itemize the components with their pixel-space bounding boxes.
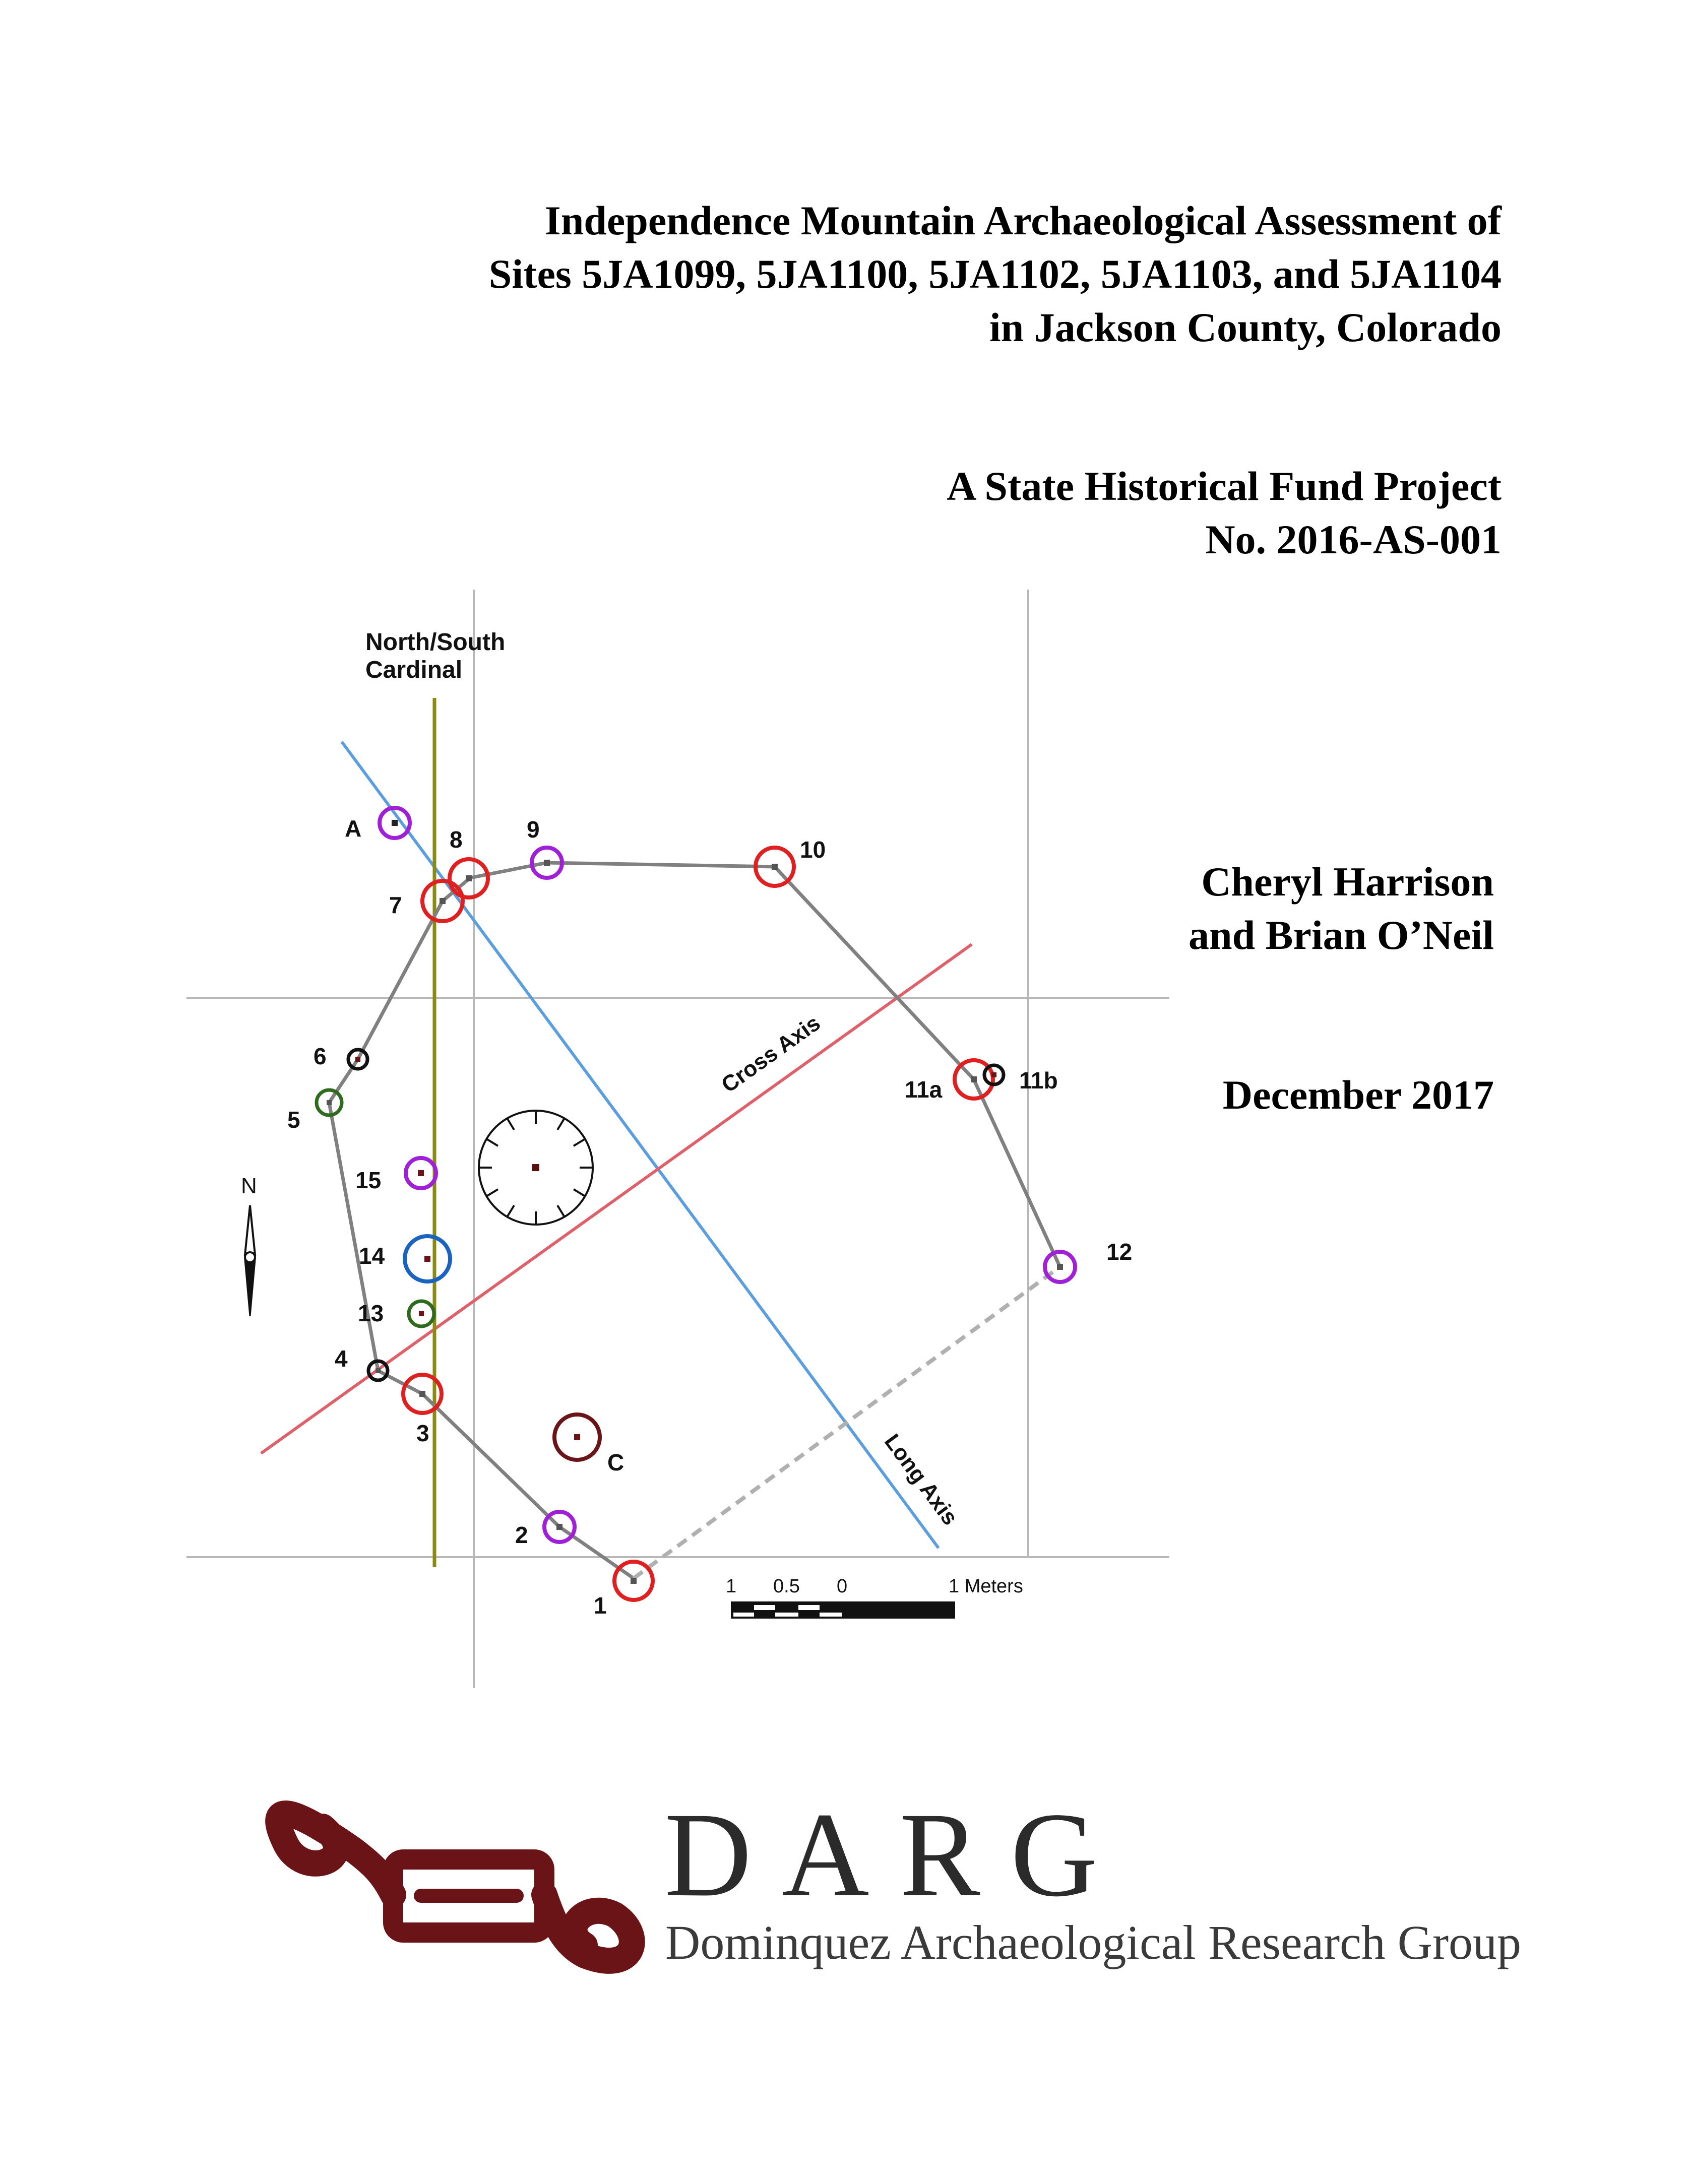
point-label-11b: 11b [1019, 1067, 1058, 1094]
point-label-5: 5 [287, 1107, 300, 1133]
project-line-1: A State Historical Fund Project [947, 463, 1502, 509]
central-depression [479, 1111, 593, 1225]
cardinal-label-line-2: Cardinal [365, 657, 463, 683]
marker-2 [544, 1512, 575, 1542]
project-line-2: No. 2016-AS-001 [1205, 517, 1502, 562]
north-arrow-upper [245, 1205, 255, 1255]
scale-bar-seg-4 [775, 1613, 798, 1617]
point-label-4: 4 [335, 1345, 348, 1372]
point-label-6: 6 [314, 1043, 327, 1069]
title-line-3: in Jackson County, Colorado [989, 304, 1502, 350]
long-axis-label: Long Axis [879, 1429, 963, 1530]
point-label-C: C [607, 1449, 624, 1475]
author-line-1: Cheryl Harrison [1201, 859, 1494, 905]
point-label-12: 12 [1106, 1239, 1133, 1265]
scale-tick-1-meters: 1 Meters [949, 1576, 1023, 1597]
scale-tick-1: 1 [726, 1576, 737, 1597]
scale-bar-seg-2 [798, 1605, 820, 1610]
marker-15 [406, 1158, 436, 1188]
scale-tick-0-5: 0.5 [773, 1576, 800, 1597]
marker-13 [409, 1301, 434, 1326]
logo-subtitle: Dominquez Archaeological Research Group [665, 1915, 1522, 1969]
darg-logo-mark [278, 1814, 632, 1961]
point-label-8: 8 [450, 826, 463, 853]
marker-6 [348, 1050, 367, 1069]
marker-1 [614, 1562, 653, 1600]
marker-7 [422, 881, 463, 921]
cardinal-label-line-1: North/South [365, 629, 506, 656]
logo-name: DARG [664, 1787, 1129, 1921]
scale-bar-seg-3 [733, 1613, 754, 1617]
north-arrow-pivot [245, 1252, 255, 1262]
scale-tick-0: 0 [837, 1576, 848, 1597]
scale-bar-seg-1 [754, 1605, 775, 1610]
marker-12 [1045, 1252, 1075, 1282]
title-line-2: Sites 5JA1099, 5JA1100, 5JA1102, 5JA1103, and 5JA1104 [488, 251, 1502, 297]
report-date: December 2017 [1222, 1072, 1494, 1118]
scale-bar-seg-5 [820, 1613, 842, 1617]
point-label-3: 3 [416, 1420, 429, 1446]
point-label-9: 9 [527, 816, 540, 843]
north-arrow-lower [245, 1260, 255, 1316]
north-arrow [241, 1174, 257, 1316]
scale-bar [726, 1576, 1023, 1619]
point-label-11a: 11a [905, 1076, 943, 1103]
marker-8 [450, 859, 488, 897]
point-label-1: 1 [594, 1592, 607, 1619]
point-label-A: A [345, 815, 362, 842]
author-line-2: and Brian O’Neil [1189, 912, 1494, 958]
point-labels [287, 815, 1132, 1619]
title-line-1: Independence Mountain Archaeological Assessment of [544, 198, 1502, 243]
north-label: N [241, 1174, 257, 1198]
cross-axis-label: Cross Axis [717, 1010, 825, 1098]
point-label-10: 10 [800, 837, 826, 863]
marker-14 [405, 1236, 450, 1281]
outline-dashed-segment [634, 1267, 1060, 1578]
point-label-7: 7 [389, 892, 402, 918]
point-label-13: 13 [358, 1300, 384, 1326]
cross-axis-line [261, 944, 972, 1453]
depression-center [532, 1164, 539, 1171]
logo-right-spiral [575, 1911, 632, 1961]
point-label-15: 15 [355, 1167, 382, 1193]
marker-C [554, 1415, 600, 1460]
point-label-2: 2 [515, 1522, 528, 1548]
point-label-14: 14 [359, 1243, 385, 1269]
grid-lines [186, 590, 1169, 1688]
